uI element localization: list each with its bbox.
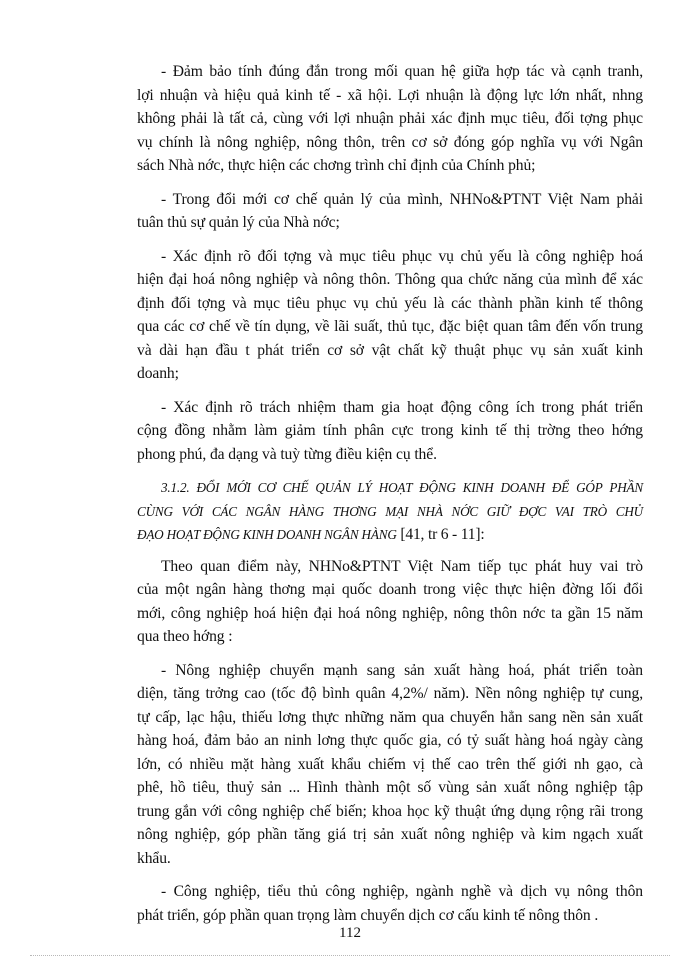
text-line: phê, hồ tiêu, thuỷ sản ... Hình thành một số vùng sản xuất nông nghiệp tập (137, 779, 643, 796)
footer-divider (30, 955, 670, 956)
paragraph-7 (137, 880, 643, 927)
paragraph-3 (137, 245, 643, 386)
heading-last-line: ĐẠO HOẠT ĐỘNG KINH DOANH NGÂN HÀNG (137, 527, 397, 542)
text-line: lợi nhuận và hiệu quả kinh tế - xã hội. Lợi nhuận là động lực lớn nhất, nhng (137, 86, 643, 104)
text-line: trung gắn với công nghiệp chế biến; khoa học kỹ thuật ứng dụng rộng rãi trong (137, 802, 643, 820)
text-line: phong phú, đa dạng và tuỳ từng điều kiện cụ thể. (137, 445, 437, 463)
heading-citation: [41, tr 6 - 11]: (396, 526, 485, 543)
paragraph-6 (137, 659, 643, 871)
paragraph-1 (137, 60, 643, 178)
text-line: hiện đại hoá nông nghiệp và nông thôn. Thông qua chức năng của mình để xác (137, 271, 643, 288)
heading-line: CÙNG VỚI CÁC NGÂN HÀNG THƠNG MẠI NHÀ NỚC GIỮ ĐỢC VAI TRÒ CHỦ (137, 503, 643, 519)
text-line: không phải là tất cả, cùng với lợi nhuận phải xác định mục tiêu, đối tợng phục (137, 110, 643, 127)
text-line: tuân thủ sự quản lý của Nhà nớc; (137, 214, 340, 231)
text-line: tự cấp, lạc hậu, thiếu lơng thực những năm qua chuyển hẳn sang nền sản xuất (137, 708, 643, 726)
text-line: lớn, có nhiều mặt hàng xuất khẩu chiếm vị thế cao trên thế giới nh gạo, cà (137, 755, 643, 773)
text-line: qua các cơ chế về tín dụng, về lãi suất, thủ tục, đặc biệt quan tâm đến vốn trung (137, 318, 643, 335)
page-body (137, 60, 643, 937)
text-line: sách Nhà nớc, thực hiện các chơng trình chỉ định của Chính phủ; (137, 157, 536, 174)
paragraph-5 (137, 555, 643, 649)
text-line: cộng đồng nhằm làm giảm tính phân cực trong kinh tế thị trờng theo hớng (137, 422, 643, 439)
paragraph-2 (137, 188, 643, 235)
text-line: khẩu. (137, 849, 171, 867)
text-line: doanh; (137, 365, 179, 382)
text-line: - Công nghiệp, tiểu thủ công nghiệp, ngành nghề và dịch vụ nông thôn (161, 883, 643, 900)
section-heading (137, 476, 643, 547)
page-number: 112 (339, 925, 361, 941)
text-line: mới, công nghiệp hoá hiện đại hoá nông nghiệp, nông thôn nớc ta gần 15 năm (137, 604, 643, 622)
text-line: qua theo hớng : (137, 628, 233, 645)
text-line: vụ chính là nông nghiệp, nông thôn, trên cơ sở đóng góp nghĩa vụ với Ngân (137, 133, 643, 151)
text-line: - Nông nghiệp chuyển mạnh sang sản xuất hàng hoá, phát triển toàn (161, 661, 643, 679)
text-line: - Đảm bảo tính đúng đắn trong mối quan hệ giữa hợp tác và cạnh tranh, (161, 63, 643, 80)
text-line: của một ngân hàng thơng mại quốc doanh trong việc thực hiện đờng lối đổi (137, 581, 643, 598)
text-line: hàng hoá, đảm bảo an ninh lơng thực quốc gia, có tỷ suất hàng hoá ngày càng (137, 732, 643, 749)
text-line: và dài hạn đầu t phát triển cơ sở vật chất kỹ thuật phục vụ sản xuất kinh (137, 341, 643, 359)
heading-line (137, 523, 643, 547)
heading-line: 3.1.2. ĐỔI MỚI CƠ CHẾ QUẢN LÝ HOẠT ĐỘNG KINH DOANH ĐỂ GÓP PHẦN (161, 480, 643, 495)
text-line: định đối tợng và mục tiêu phục vụ chủ yếu là các thành phần kinh tế thông (137, 294, 643, 312)
text-line: phát triển, góp phần quan trọng làm chuyển dịch cơ cấu kinh tế nông thôn . (137, 906, 599, 924)
text-line: - Xác định rõ trách nhiệm tham gia hoạt động công ích trong phát triển (161, 398, 643, 416)
paragraph-4 (137, 396, 643, 467)
text-line: - Trong đổi mới cơ chế quản lý của mình, NHNo&PTNT Việt Nam phải (161, 190, 643, 208)
text-line: nông nghiệp, góp phần tăng giá trị sản xuất nông nghiệp và kim ngạch xuất (137, 826, 643, 843)
text-line: diện, tăng trởng cao (tốc độ bình quân 4,2%/ năm). Nền nông nghiệp tự cung, (137, 685, 643, 702)
text-line: Theo quan điểm này, NHNo&PTNT Việt Nam tiếp tục phát huy vai trò (161, 557, 643, 575)
text-line: - Xác định rõ đối tợng và mục tiêu phục vụ chủ yếu là công nghiệp hoá (161, 247, 643, 265)
